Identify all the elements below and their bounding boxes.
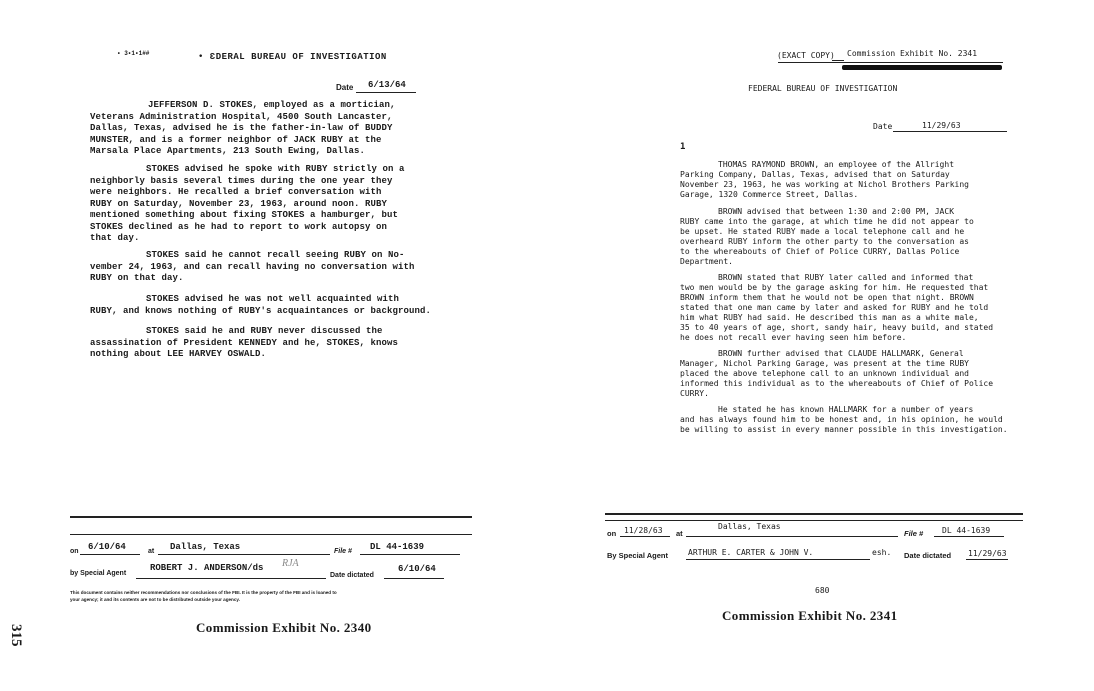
left-fbi-header: • ƐDERAL BUREAU OF INVESTIGATION (198, 52, 387, 62)
left-notice-1: This document contains neither recommendations nor conclusions of the FBI. It is the property of the FBI and is loaned to (70, 590, 337, 595)
left-stamp: • 3•1•1## (117, 50, 150, 57)
left-place: Dallas, Texas (170, 542, 241, 552)
right-fbi-header: FEDERAL BUREAU OF INVESTIGATION (748, 84, 898, 93)
left-paragraph-2: STOKES advised he spoke with RUBY strictly on a neighborly basis several times during the one year they were neighbors. He recalled a brief conversation with RUBY on Saturday, November 23, 1963, around noon. RUBY mentioned something about fixing STOKES a hamburger, but STOKES declined as he had to report to work autopsy on that day. (90, 164, 405, 243)
left-caption: Commission Exhibit No. 2340 (196, 620, 372, 635)
right-top-rule (778, 62, 1003, 63)
left-notice-2: your agency; it and its contents are not to be distributed outside your agency. (70, 597, 240, 602)
left-at-label: at (148, 548, 155, 555)
right-paragraph-2: BROWN advised that between 1:30 and 2:00 PM, JACK RUBY came into the garage, at which time he did not appear to be upset. He stated RUBY made a local telephone call and he overheard RUBY inform the other party to the conversation as to the whereabouts of Chief of Police CURRY, Dallas Police Department. (680, 207, 974, 266)
left-file-no: DL 44-1639 (370, 542, 425, 552)
right-paragraph-4: BROWN further advised that CLAUDE HALLMARK, General Manager, Nichol Parking Garage, was present at the time RUBY placed the above telephone call to an unknown individual and informed this individual as to the whereabouts of Chief of Police CURRY. (680, 349, 994, 398)
right-date-label: Date (873, 122, 893, 131)
right-agent-suffix: esh. (872, 548, 892, 557)
left-paragraph-5: STOKES said he and RUBY never discussed the assassination of President KENNEDY and he, STOKES, knows nothing about LEE HARVEY OSWALD. (90, 326, 399, 359)
left-dictated-label: Date dictated (330, 572, 374, 579)
left-paragraph-3: STOKES said he cannot recall seeing RUBY on No- vember 24, 1963, and can recall having no conversation with RUBY on that day. (90, 250, 415, 283)
page-number: 315 (8, 624, 24, 647)
left-date-label: Date (336, 83, 354, 92)
right-on-date: 11/28/63 (624, 526, 663, 535)
right-place: Dallas, Texas (718, 522, 781, 531)
right-dictated-label: Date dictated (904, 551, 952, 560)
right-top-bar (842, 65, 1002, 70)
right-by-label: By Special Agent (607, 551, 668, 560)
left-file-label: File # (334, 548, 352, 555)
right-file-label: File # (904, 529, 924, 538)
right-footer-top-rule (605, 513, 1023, 515)
right-exhibit-ref: Commission Exhibit No. 2341 (847, 49, 978, 58)
right-mark: 1 (680, 142, 686, 152)
left-paragraph-4: STOKES advised he was not well acquainted with RUBY, and knows nothing of RUBY's acquaintances or background. (90, 294, 432, 316)
right-paragraph-1: THOMAS RAYMOND BROWN, an employee of the Allright Parking Company, Dallas, Texas, advised that on Saturday November 23, 1963, he was working at Nichol Brothers Parking Garage, 1320 Commerce Street, Dallas. (680, 160, 969, 199)
right-file-no: DL 44-1639 (942, 526, 991, 535)
right-page-no: 680 (815, 586, 830, 595)
left-initials: RJA (282, 558, 299, 569)
left-paragraph-1: JEFFERSON D. STOKES, employed as a mortician, Veterans Administration Hospital, 4500 South Lancaster, Dallas, Texas, advised he is the father-in-law of BUDDY MUNSTER, and is a former neighbor of JACK RUBY at the Marsala Place Apartments, 213 South Ewing, Dallas. (90, 100, 396, 156)
right-agent: ARTHUR E. CARTER & JOHN V. (688, 548, 814, 557)
right-dictated: 11/29/63 (968, 549, 1007, 558)
right-caption: Commission Exhibit No. 2341 (722, 608, 898, 623)
left-on-date: 6/10/64 (88, 542, 126, 552)
left-date: 6/13/64 (368, 80, 406, 90)
left-footer-rule-2 (70, 534, 472, 535)
left-agent: ROBERT J. ANDERSON/ds (150, 563, 264, 573)
right-on-label: on (607, 529, 617, 538)
right-copy-line (832, 60, 844, 61)
right-date: 11/29/63 (922, 121, 961, 130)
left-dictated: 6/10/64 (398, 564, 436, 574)
left-by-label: by Special Agent (70, 570, 127, 577)
left-on-label: on (70, 548, 79, 555)
right-footer-rule-2 (605, 520, 1023, 521)
right-paragraph-3: BROWN stated that RUBY later called and informed that two men would be by the garage asking for him. He requested that BROWN inform them that he would not be open that night. BROWN stated that one man came by later and asked for RUBY and he told him what RUBY had said. He described this man as a white male, 35 to 40 years of age, short, sandy hair, heavy build, and stated he does not recall ever having seen him before. (680, 273, 994, 342)
right-paragraph-5: He stated he has known HALLMARK for a number of years and has always found him to be honest and, in his opinion, he would be willing to assist in every manner possible in this investigation. (680, 405, 1008, 434)
left-footer-top-rule (70, 516, 472, 518)
right-at-label: at (676, 529, 683, 538)
right-copy-label: (EXACT COPY) (777, 51, 835, 60)
